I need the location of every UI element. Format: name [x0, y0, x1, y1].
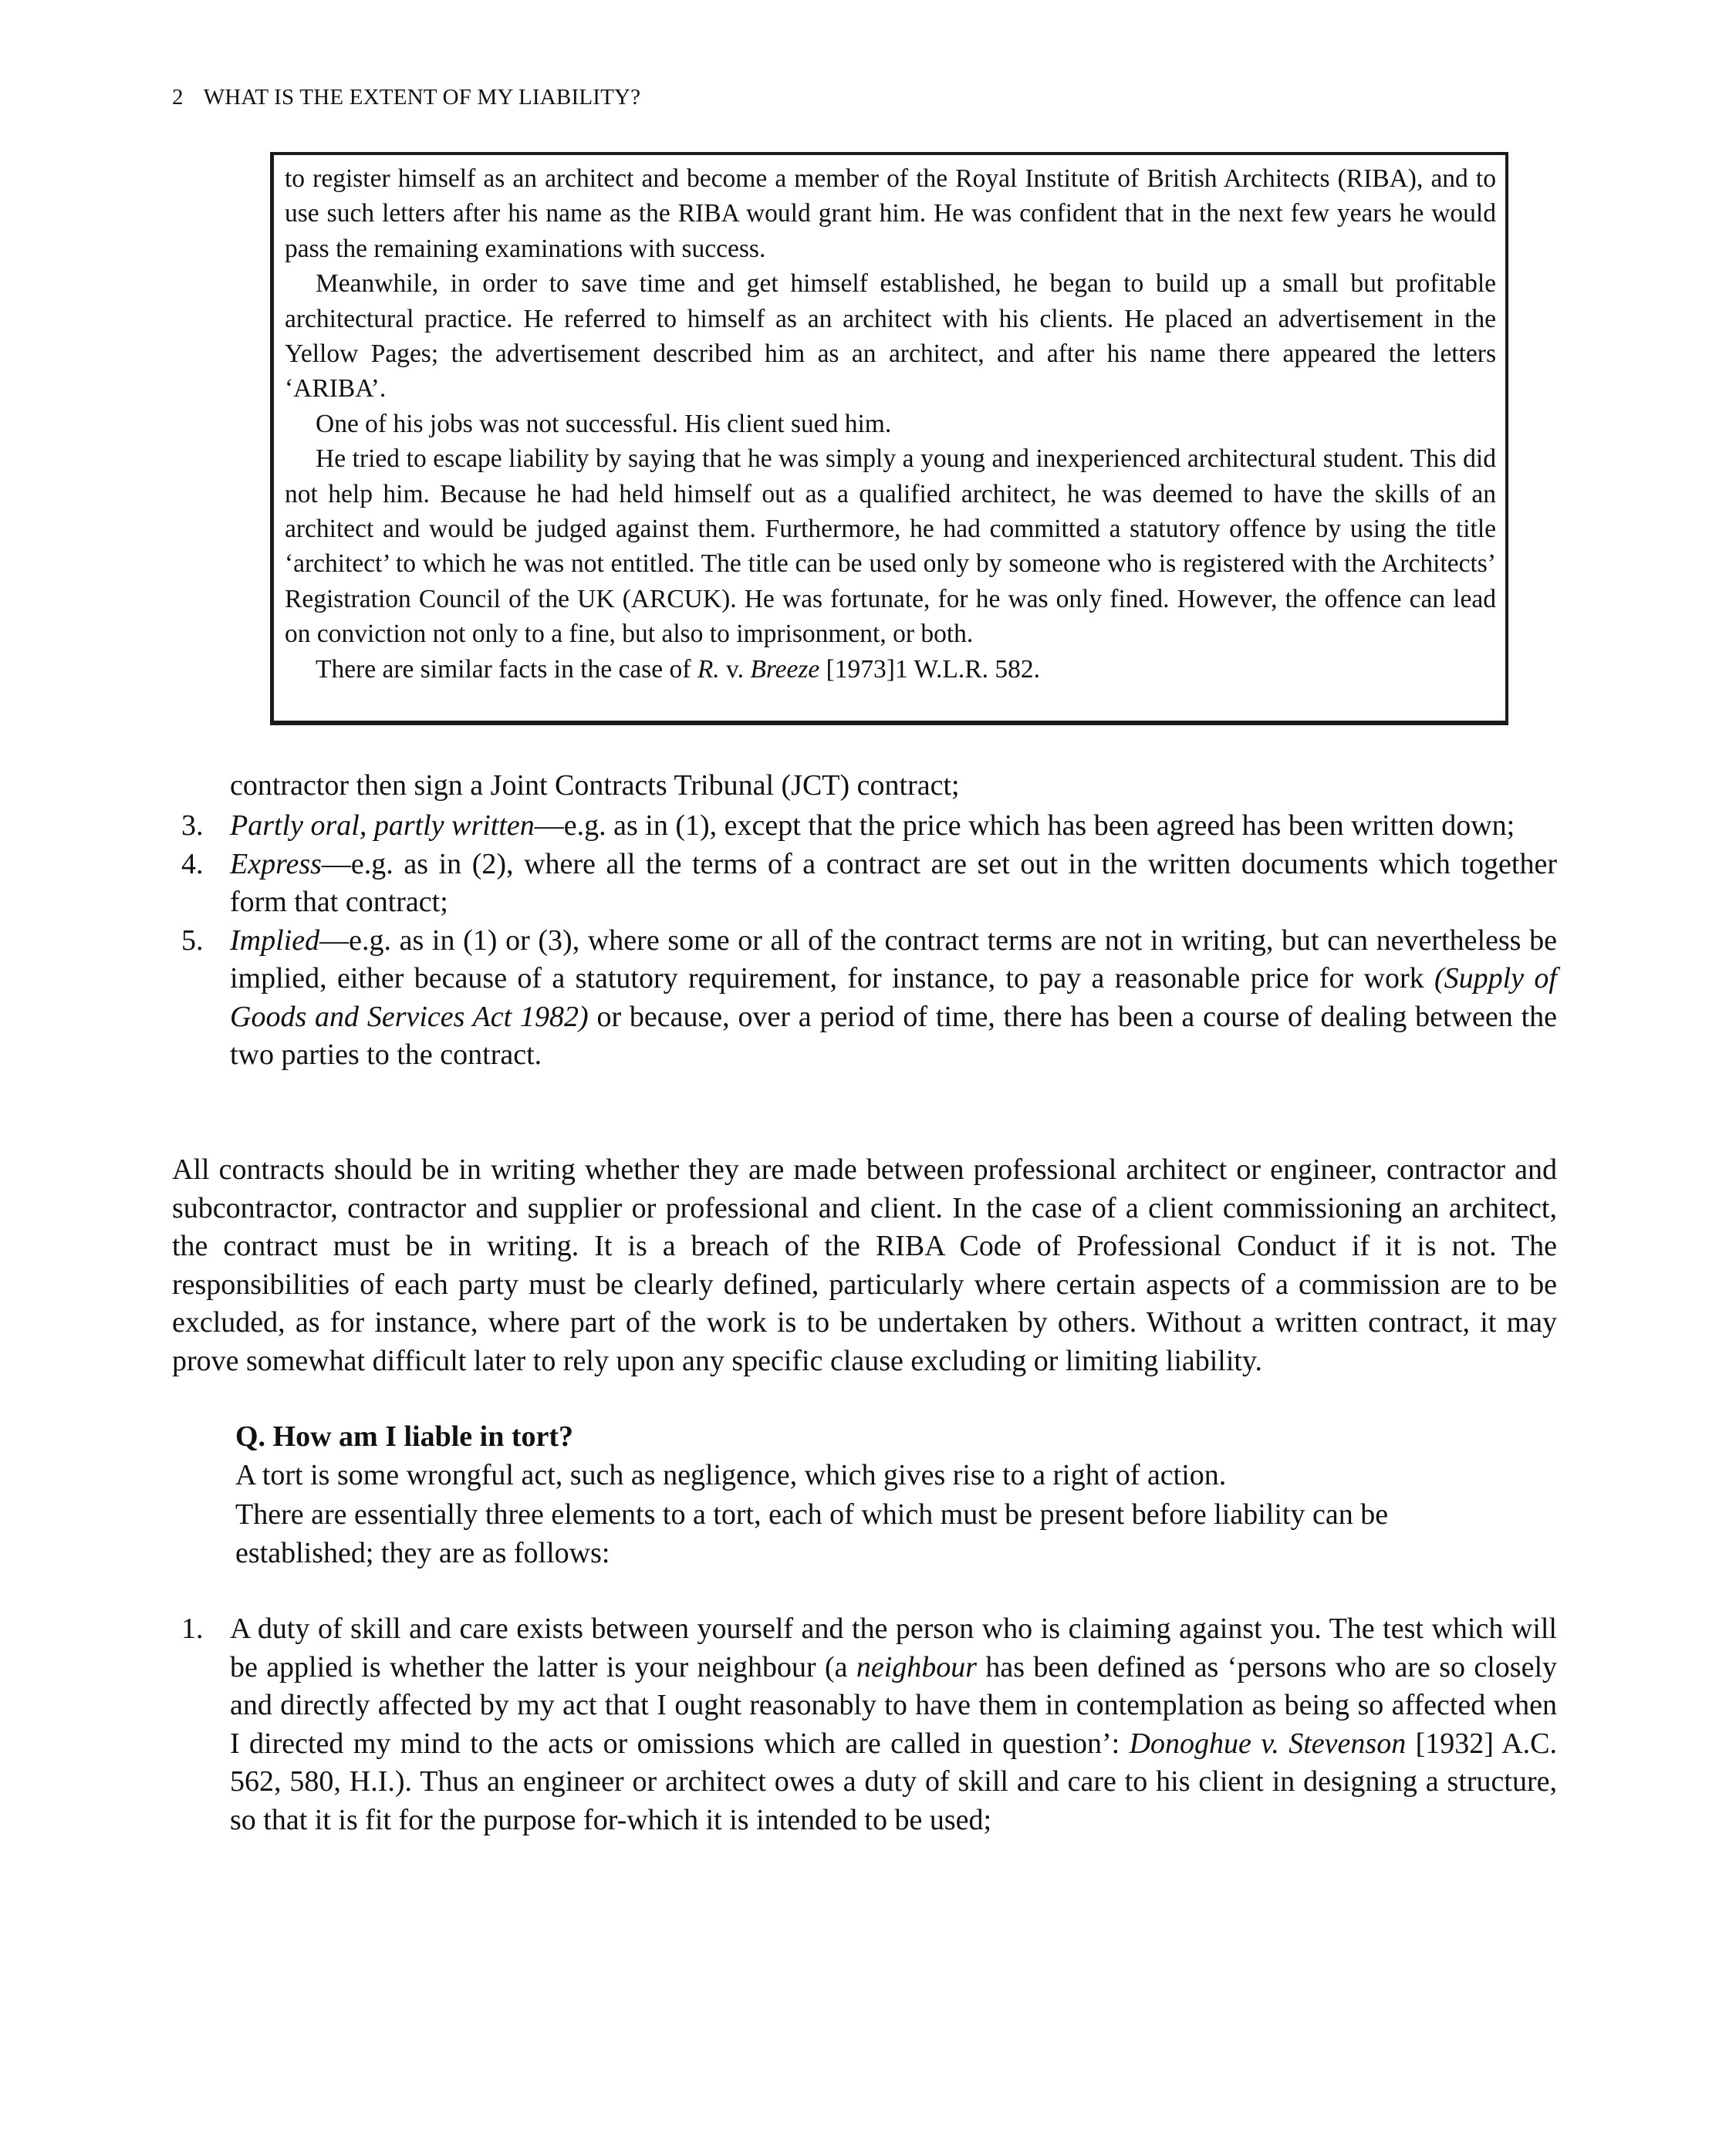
list-text: —e.g. as in (1) or (3), where some or all of the contract terms are not in writing, but can nevertheless be implied, either because of a statutory requirement, for instance, to pay a reasonable price for work	[230, 924, 1557, 995]
list-item	[172, 922, 1557, 1075]
case-citation-suffix: [1973]1 W.L.R. 582.	[819, 654, 1040, 684]
box-paragraph-4: He tried to escape liability by saying that he was simply a young and inexperienced architectural student. This did not help him. Because he had held himself out as a qualified architect, he was deemed to have the skills of an architect and would be judged against them. Furthermore, he had committed a statutory offence by using the title ‘architect’ to which he was not entitled. The title can be used only by someone who is registered with the Architects’ Registration Council of the UK (ARCUK). He was fortunate, for he was only fined. However, the offence can lead on conviction not only to a fine, but also to imprisonment, or both.	[285, 444, 1496, 649]
box-paragraph-1: to register himself as an architect and become a member of the Royal Institute of British Architects (RIBA), and to use such letters after his name as the RIBA would grant him. He was confident that in the next few years he would pass the remaining examinations with success.	[285, 164, 1496, 263]
list-text: has been defined as ‘persons who are so closely and directly affected by my act that I ought reasonably to have them in contemplation as being so affected when I directed my mind to the acts or omissions which are called in question’:	[230, 1650, 1557, 1760]
list-text: —e.g. as in (1), except that the price which has been agreed has been written down;	[534, 809, 1515, 842]
running-header	[172, 85, 640, 110]
list-item	[172, 1610, 1557, 1839]
list-text: or because, over a period of time, there has been a course of dealing between the two parties to the contract.	[230, 1000, 1557, 1071]
list-text: A duty of skill and care exists between yourself and the person who is claiming against you. The test which will be applied is whether the latter is your neighbour (a	[230, 1613, 1557, 1683]
section-question: Q. How am I liable in tort?	[235, 1420, 574, 1453]
list-number: 3.	[181, 809, 204, 842]
box-paragraph-2: Meanwhile, in order to save time and get himself established, he began to build up a small but profitable architectural practice. He referred to himself as an architect with his clients. He placed an advertisement in the Yellow Pages; the advertisement described him as an architect, and after his name there appeared the letters ‘ARIBA’.	[285, 269, 1496, 404]
list-number: 1.	[181, 1613, 204, 1645]
contract-types-list	[172, 807, 1557, 1075]
list-text: [1932] A.C. 562, 580, H.I.). Thus an engineer or architect owes a duty of skill and care to his client in designing a structure, so that it is fit for the purpose for-which it is intended to be used;	[230, 1727, 1558, 1836]
tort-elements-intro: There are essentially three elements to a tort, each of which must be present before liability can be established; they are as follows:	[235, 1498, 1389, 1569]
defined-term: neighbour	[856, 1650, 978, 1683]
list-item	[172, 807, 1557, 846]
case-citation-prefix: There are similar facts in the case of	[316, 654, 697, 684]
list-number: 4.	[181, 847, 204, 880]
list-item	[172, 846, 1557, 922]
tort-elements-list	[172, 1610, 1557, 1839]
list-term: Express	[230, 847, 322, 880]
list-text: —e.g. as in (2), where all the terms of a contract are set out in the written documents which together form that contract;	[230, 847, 1557, 918]
list-continuation: contractor then sign a Joint Contracts Tribunal (JCT) contract;	[230, 769, 960, 802]
list-number: 5.	[181, 924, 204, 957]
tort-definition: A tort is some wrongful act, such as negligence, which gives rise to a right of action.	[235, 1459, 1227, 1491]
page-number: 2	[172, 85, 184, 110]
case-name: Donoghue v. Stevenson	[1129, 1727, 1407, 1760]
case-party-1: R.	[697, 654, 720, 684]
statute-name: (Supply of Goods and Services Act 1982)	[230, 962, 1557, 1033]
case-party-2: Breeze	[750, 654, 820, 684]
list-term: Implied	[230, 924, 320, 957]
case-versus: v.	[719, 654, 751, 684]
list-term: Partly oral, partly written	[230, 809, 535, 842]
box-paragraph-5	[285, 652, 1496, 687]
box-paragraph-3: One of his jobs was not successful. His client sued him.	[316, 409, 892, 438]
case-study-box	[270, 152, 1508, 725]
chapter-title: WHAT IS THE EXTENT OF MY LIABILITY?	[203, 85, 641, 110]
body-paragraph: All contracts should be in writing whether they are made between professional architect or engineer, contractor and subcontractor, contractor and supplier or professional and client. In the case of a client commissioning an architect, the contract must be in writing. It is a breach of the RIBA Code of Professional Conduct if it is not. The responsibilities of each party must be clearly defined, particularly where certain aspects of a commission are to be excluded, as for instance, where part of the work is to be undertaken by others. Without a written contract, it may prove somewhat difficult later to rely upon any specific clause excluding or limiting liability.	[172, 1153, 1557, 1377]
